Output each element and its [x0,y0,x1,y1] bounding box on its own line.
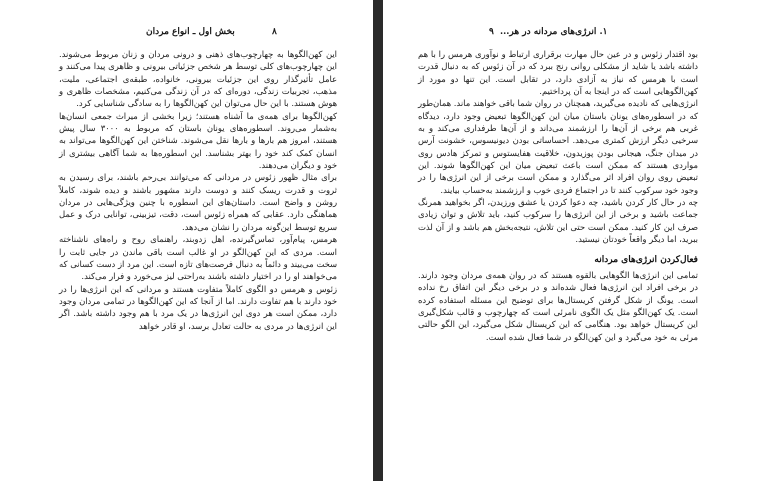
left-paragraph: برای مثال ظهور زئوس در مردانی که می‌توانند بی‌رحم باشند، برای رسیدن به ثروت و قدرت ریسک کنند و دوست دارند مشهور باشند و دیده شوند، کاملاً روشن و واضح است. داستان‌های این اسطوره با چنین ویژگی‌هایی در مردان هماهنگی دارد. عقابی که همراه زئوس است، دقت، تیزبینی، توانایی درک و عمل سریع توسط این‌گونه مردان را نشان می‌دهد. [59,172,337,232]
right-body-text [418,48,698,343]
left-page [0,0,373,481]
section-heading: فعال‌کردن انرژی‌های مردانه [594,254,698,265]
right-paragraph: چه در حال کار کردن باشید، چه دعوا کردن یا عشق ورزیدن، اگر بخواهید همرنگ جماعت باشید و برخی از این انرژی‌ها را سرکوب کنید، باید تلاش و توان زیادی صرف این کار کنید. ممکن است حتی این تلاش، نتیجه‌بخش هم باشد و از آن لذت ببرید، اما دیگر واقعاً خودتان نیستید. [418,197,698,245]
right-paragraph: بود اقتدار زئوس و در عین حال مهارت برقراری ارتباط و نوآوری هرمس را با هم داشته باشد یا شاید از مشکلی روانی رنج ببرد که در آن زئوس که به دنبال قدرت است با هرمس که نیاز به آزادی دارد، در تقابل است. این تنها دو مورد از کهن‌الگوهایی است که در اینجا به آن پرداختیم. [418,49,698,97]
left-body-text [59,48,337,332]
book-gutter [373,0,383,481]
left-paragraph: این کهن‌الگوها به چهارچوب‌های ذهنی و درونی مردان و زنان مربوط می‌شوند. این چهارچوب‌های کلی توسط هر شخص جزئیاتی بیرونی و ظاهری پیدا می‌کنند و عامل تأثیرگذار روی این جزئیات بیرونی، خانواده، طبقه‌ی اجتماعی، ملیت، مذهب، تجربیات زندگی، دوره‌ای که در آن زندگی می‌کنیم، مشخصات ظاهری و هوش هستند. با این حال می‌توان این کهن‌الگوها را به سادگی شناسایی کرد. [59,49,337,109]
right-paragraph: تمامی این انرژی‌ها الگوهایی بالقوه هستند که در روان همه‌ی مردان وجود دارند. در برخی افراد این انرژی‌ها فعال شده‌اند و در برخی دیگر این اتفاق رخ نداده است. یونگ از شکل گرفتن کریستال‌ها برای توضیح این مسئله استفاده کرده است. یک کهن‌الگو مثل یک الگوی نامرئی است که چهارچوب و قالب شکل‌گیری این کریستال خواهد بود. هنگامی که این کریستال شکل می‌گیرد، این الگو حالتی مرئی به خود می‌گیرد و این کهن‌الگو در شما فعال شده است. [418,269,698,342]
left-paragraph: هرمس، پیام‌آور، تماس‌گیرنده، اهل زدوبند، راهنمای روح و راه‌های ناشناخته است. مردی که این کهن‌الگو در او غالب است باقی ماندن در جایی ثابت را سخت می‌بیند و دائماً به دنبال فرصت‌های تازه است. این مرد از دست کسانی که می‌خواهند او را در اختیار داشته باشند به‌راحتی لیز می‌خورد و فرار می‌کند. [59,234,337,282]
right-paragraph: انرژی‌هایی که نادیده می‌گیرید، همچنان در روان شما باقی خواهند ماند. همان‌طور که در اسطوره‌های یونان باستان میان این کهن‌الگوها تبعیض وجود دارد، دیدگاه غربی هم برخی از آن‌ها را ارزشمند می‌داند و از آن‌ها طرفداری می‌کند و به سرخیی دیگر ارزش کمتری می‌دهد. احساساتی بودن دیونیسوس، خشونت آرس در میدان جنگ، هیجانی بودن پوزیدون، خلاقیت هفایستوس و تمرکز هادس روی مواردی هستند که ممکن است باعث تبعیض میان این کهن‌الگوها شوند. این تبعیض روی روان افراد اثر می‌گذارد و ممکن است برخی از این انرژی‌ها را در وجود خود سرکوب کنند تا در اجتماع فردی خوب و ارزشمند به‌حساب بیایند. [418,98,698,195]
right-page-number: ۹ [489,27,494,37]
left-running-header: بخش اول ـ انواع مردان [146,27,235,37]
left-paragraph: کهن‌الگوها برای همه‌ی ما آشناه هستند؛ زیرا بخشی از میراث جمعی انسان‌ها به‌شمار می‌روند. اسطوره‌های یونان باستان که مربوط به ۳۰۰۰ سال پیش هستند، امروز هم بارها و بارها نقل می‌شوند. شناختن این کهن‌الگوها می‌تواند به انسان کمک کند خود را بهتر بشناسد. این اسطوره‌ها به شما آگاهی بیشتری از خود و دیگران می‌دهند. [59,110,337,171]
left-page-number: ۸ [272,27,277,37]
left-paragraph: زئوس و هرمس دو الگوی کاملاً متفاوت هستند و مردانی که این انرژی‌ها را در خود دارند با هم تفاوت دارند. اما از آنجا که این کهن‌الگوها در تمامی مردان وجود دارد، ممکن است هر دوی این انرژی‌ها در یک مرد با هم وجود داشته باشد. اگر این انرژی‌ها در مردی به حالت تعادل برسد، او قادر خواهد [59,283,337,331]
right-running-header: ۱. انرژی‌های مردانه در هر... [500,27,608,37]
